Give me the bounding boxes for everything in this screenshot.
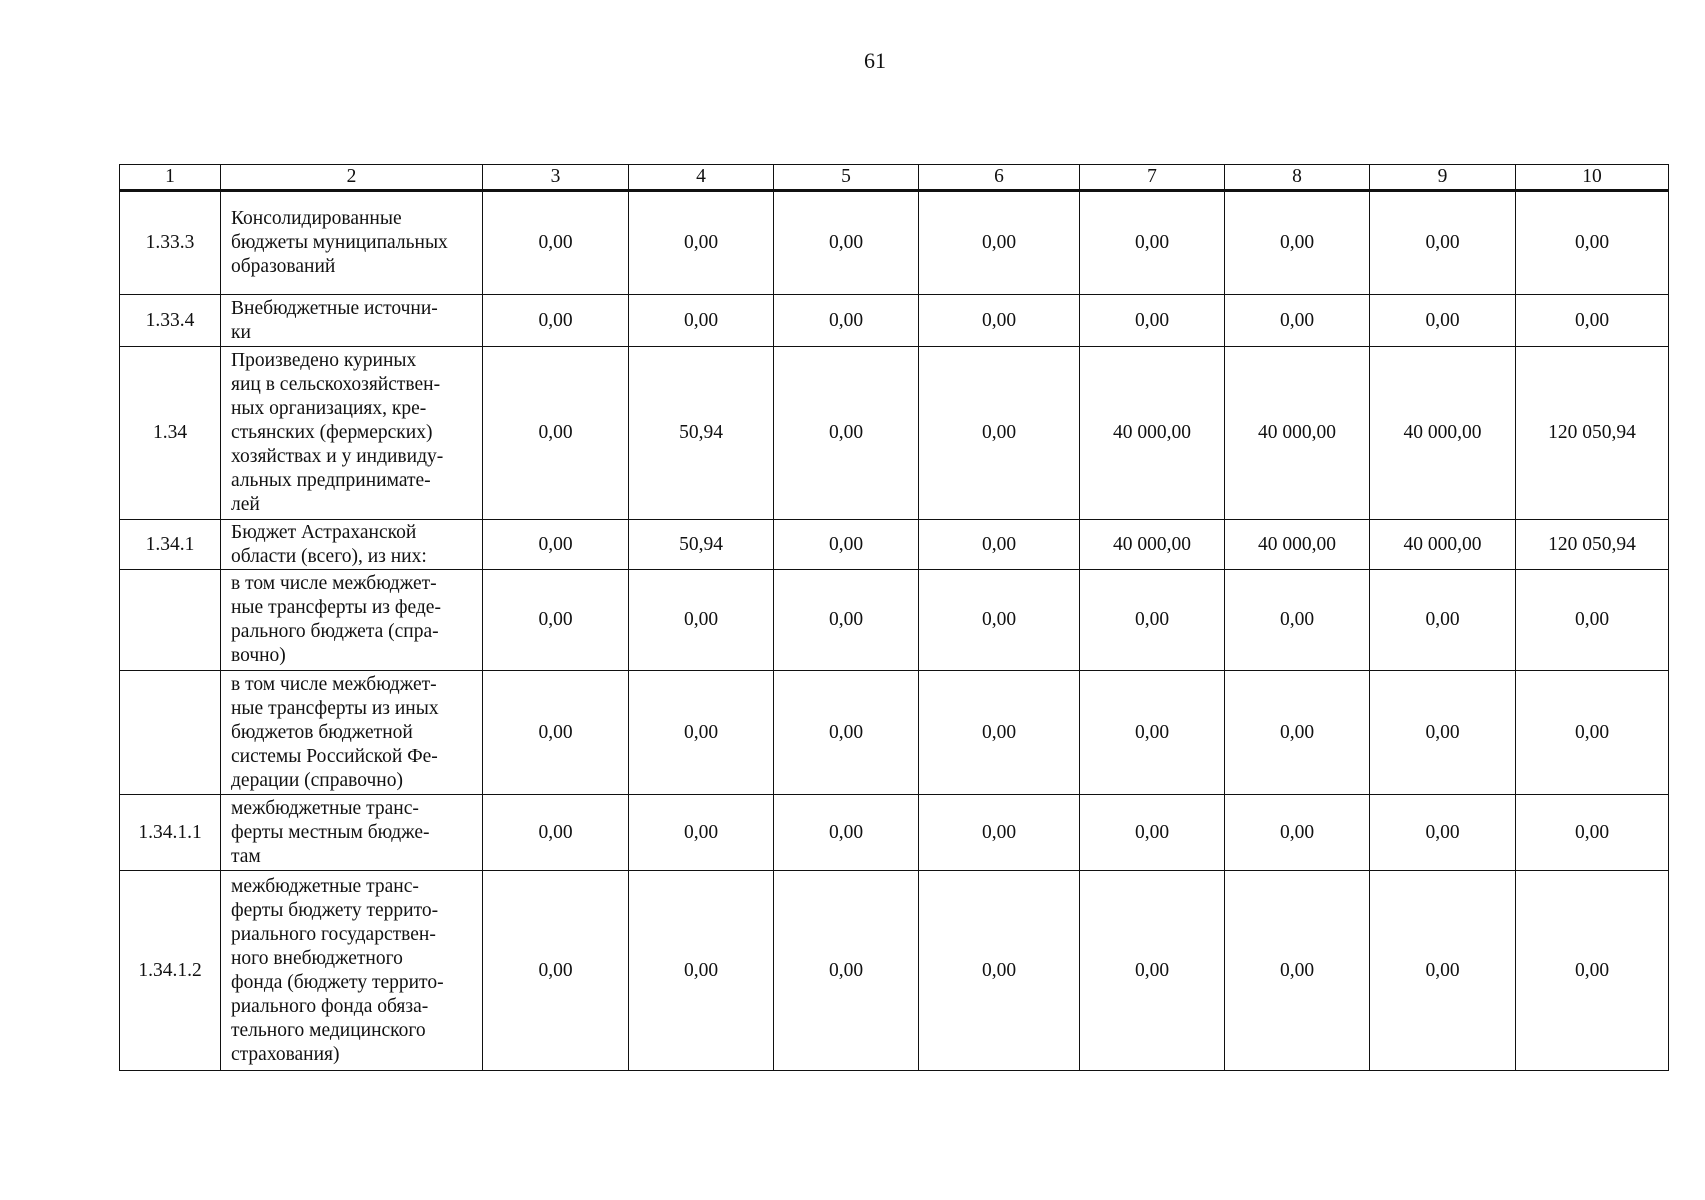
value-cell: 0,00 bbox=[919, 347, 1080, 520]
description-line: бюджеты муниципальных bbox=[231, 232, 448, 253]
description-line: Консолидированные bbox=[231, 208, 402, 229]
value-cell: 0,00 bbox=[1516, 191, 1669, 295]
value-cell: 0,00 bbox=[919, 871, 1080, 1071]
value-cell: 0,00 bbox=[1080, 671, 1225, 795]
table-row bbox=[120, 191, 1669, 295]
description-line: бюджетов бюджетной bbox=[231, 721, 413, 743]
value-cell: 0,00 bbox=[774, 570, 919, 671]
budget-table-wrapper bbox=[119, 164, 1669, 1071]
table-row bbox=[120, 520, 1669, 570]
header-cell: 3 bbox=[483, 165, 629, 191]
value-cell: 0,00 bbox=[919, 570, 1080, 671]
value-cell: 0,00 bbox=[1370, 295, 1516, 347]
description-line: межбюджетные транс- bbox=[231, 875, 419, 897]
row-description-cell bbox=[221, 191, 483, 295]
description-line: ных организациях, кре- bbox=[231, 398, 427, 419]
table-row bbox=[120, 347, 1669, 520]
row-code-cell: 1.34.1 bbox=[120, 520, 221, 570]
table-row bbox=[120, 671, 1669, 795]
row-description-cell bbox=[221, 520, 483, 570]
value-cell: 40 000,00 bbox=[1225, 520, 1370, 570]
value-cell: 0,00 bbox=[919, 295, 1080, 347]
description-line: образований bbox=[231, 256, 336, 277]
header-cell: 7 bbox=[1080, 165, 1225, 191]
value-cell: 0,00 bbox=[629, 570, 774, 671]
row-code-cell: 1.34 bbox=[120, 347, 221, 520]
value-cell: 0,00 bbox=[483, 871, 629, 1071]
table-row bbox=[120, 295, 1669, 347]
header-cell: 4 bbox=[629, 165, 774, 191]
description-line: системы Российской Фе- bbox=[231, 745, 438, 767]
value-cell: 0,00 bbox=[1516, 570, 1669, 671]
value-cell: 0,00 bbox=[1225, 570, 1370, 671]
description-line: ные трансферты из иных bbox=[231, 697, 439, 719]
description-line: риального государствен- bbox=[231, 923, 436, 945]
row-description-cell bbox=[221, 347, 483, 520]
value-cell: 0,00 bbox=[1225, 871, 1370, 1071]
value-cell: 0,00 bbox=[1080, 570, 1225, 671]
value-cell: 0,00 bbox=[774, 191, 919, 295]
value-cell: 0,00 bbox=[919, 795, 1080, 871]
value-cell: 0,00 bbox=[1370, 570, 1516, 671]
value-cell: 0,00 bbox=[483, 570, 629, 671]
value-cell: 0,00 bbox=[1225, 191, 1370, 295]
description-line: вочно) bbox=[231, 645, 286, 666]
description-line: рального бюджета (спра- bbox=[231, 621, 439, 642]
value-cell: 0,00 bbox=[1225, 295, 1370, 347]
description-line: ные трансферты из феде- bbox=[231, 597, 441, 618]
value-cell: 0,00 bbox=[1080, 295, 1225, 347]
value-cell: 0,00 bbox=[919, 191, 1080, 295]
value-cell: 0,00 bbox=[629, 191, 774, 295]
value-cell: 0,00 bbox=[1225, 795, 1370, 871]
description-line: ферты бюджету террито- bbox=[231, 899, 439, 921]
description-line: хозяйствах и у индивиду- bbox=[231, 446, 444, 467]
description-line: альных предпринимате- bbox=[231, 470, 431, 491]
value-cell: 0,00 bbox=[774, 295, 919, 347]
value-cell: 0,00 bbox=[1516, 671, 1669, 795]
row-description-cell bbox=[221, 671, 483, 795]
table-row bbox=[120, 570, 1669, 671]
row-code-cell: 1.34.1.1 bbox=[120, 795, 221, 871]
value-cell: 0,00 bbox=[483, 520, 629, 570]
value-cell: 120 050,94 bbox=[1516, 520, 1669, 570]
value-cell: 0,00 bbox=[1370, 191, 1516, 295]
value-cell: 40 000,00 bbox=[1370, 347, 1516, 520]
table-row bbox=[120, 795, 1669, 871]
value-cell: 40 000,00 bbox=[1080, 347, 1225, 520]
value-cell: 0,00 bbox=[483, 191, 629, 295]
value-cell: 0,00 bbox=[483, 347, 629, 520]
value-cell: 0,00 bbox=[1080, 871, 1225, 1071]
value-cell: 0,00 bbox=[629, 871, 774, 1071]
row-code-cell: 1.34.1.2 bbox=[120, 871, 221, 1071]
header-cell: 6 bbox=[919, 165, 1080, 191]
row-description-cell bbox=[221, 795, 483, 871]
description-line: там bbox=[231, 845, 261, 867]
value-cell: 40 000,00 bbox=[1225, 347, 1370, 520]
description-line: дерации (справочно) bbox=[231, 769, 403, 791]
row-code-cell: 1.33.4 bbox=[120, 295, 221, 347]
description-line: ки bbox=[231, 321, 251, 343]
value-cell: 0,00 bbox=[774, 871, 919, 1071]
value-cell: 40 000,00 bbox=[1370, 520, 1516, 570]
row-code-cell bbox=[120, 570, 221, 671]
value-cell: 120 050,94 bbox=[1516, 347, 1669, 520]
description-line: ферты местным бюдже- bbox=[231, 821, 430, 843]
description-line: ного внебюджетного bbox=[231, 947, 403, 969]
value-cell: 0,00 bbox=[629, 795, 774, 871]
description-line: стьянских (фермерских) bbox=[231, 422, 433, 443]
value-cell: 0,00 bbox=[629, 671, 774, 795]
value-cell: 0,00 bbox=[629, 295, 774, 347]
row-code-cell bbox=[120, 671, 221, 795]
value-cell: 0,00 bbox=[1225, 671, 1370, 795]
description-line: Внебюджетные источни- bbox=[231, 297, 438, 319]
value-cell: 40 000,00 bbox=[1080, 520, 1225, 570]
description-line: Произведено куриных bbox=[231, 350, 417, 371]
value-cell: 0,00 bbox=[919, 671, 1080, 795]
header-cell: 5 bbox=[774, 165, 919, 191]
header-row bbox=[120, 165, 1669, 191]
description-line: риального фонда обяза- bbox=[231, 995, 429, 1017]
table-row bbox=[120, 871, 1669, 1071]
row-description-cell bbox=[221, 295, 483, 347]
header-cell: 8 bbox=[1225, 165, 1370, 191]
description-line: лей bbox=[231, 494, 260, 515]
value-cell: 0,00 bbox=[1370, 871, 1516, 1071]
value-cell: 0,00 bbox=[774, 520, 919, 570]
value-cell: 0,00 bbox=[483, 671, 629, 795]
budget-table bbox=[119, 164, 1669, 1071]
row-description-cell bbox=[221, 570, 483, 671]
header-cell: 9 bbox=[1370, 165, 1516, 191]
description-line: в том числе межбюджет- bbox=[231, 573, 437, 594]
value-cell: 0,00 bbox=[483, 795, 629, 871]
value-cell: 50,94 bbox=[629, 520, 774, 570]
value-cell: 0,00 bbox=[1080, 795, 1225, 871]
value-cell: 0,00 bbox=[774, 347, 919, 520]
value-cell: 0,00 bbox=[774, 795, 919, 871]
description-line: Бюджет Астраханской bbox=[231, 521, 417, 543]
value-cell: 0,00 bbox=[1516, 871, 1669, 1071]
description-line: фонда (бюджету террито- bbox=[231, 971, 444, 993]
value-cell: 0,00 bbox=[1516, 295, 1669, 347]
value-cell: 0,00 bbox=[1080, 191, 1225, 295]
description-line: тельного медицинского bbox=[231, 1019, 426, 1041]
value-cell: 0,00 bbox=[1370, 795, 1516, 871]
page-number: 61 bbox=[864, 48, 886, 73]
description-line: в том числе межбюджет- bbox=[231, 673, 437, 695]
description-line: области (всего), из них: bbox=[231, 545, 427, 567]
value-cell: 0,00 bbox=[919, 520, 1080, 570]
value-cell: 0,00 bbox=[483, 295, 629, 347]
description-line: яиц в сельскохозяйствен- bbox=[231, 374, 441, 395]
header-cell: 2 bbox=[221, 165, 483, 191]
value-cell: 0,00 bbox=[1370, 671, 1516, 795]
description-line: межбюджетные транс- bbox=[231, 797, 419, 819]
row-code-cell: 1.33.3 bbox=[120, 191, 221, 295]
description-line: страхования) bbox=[231, 1043, 340, 1065]
header-cell: 10 bbox=[1516, 165, 1669, 191]
value-cell: 50,94 bbox=[629, 347, 774, 520]
table-body bbox=[120, 191, 1669, 1071]
value-cell: 0,00 bbox=[1516, 795, 1669, 871]
row-description-cell bbox=[221, 871, 483, 1071]
header-cell: 1 bbox=[120, 165, 221, 191]
value-cell: 0,00 bbox=[774, 671, 919, 795]
